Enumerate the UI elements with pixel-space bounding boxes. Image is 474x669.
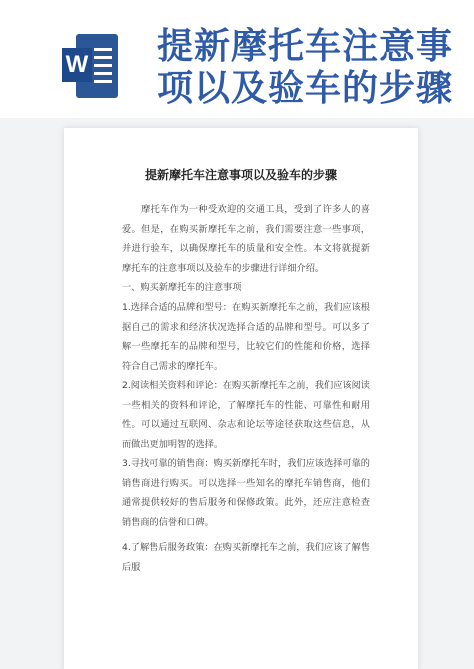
list-item: 4.了解售后服务政策：在购买新摩托车之前，我们应该了解售后服 [122, 542, 370, 573]
list-item: 1.选择合适的品牌和型号：在购买新摩托车之前，我们应该根据自己的需求和经济状况选择合适的品牌和型号。可以多了解一些摩托车的品牌和型号，比较它们的性能和价格，选择符合自己需求的摩托车。 [122, 302, 370, 372]
section-heading: 一、购买新摩托车的注意事项 [122, 282, 242, 293]
intro-paragraph: 摩托车作为一种受欢迎的交通工具，受到了许多人的喜爱。但是，在购买新摩托车之前，我们需要注意一些事项，并进行验车，以确保摩托车的质量和安全性。本文将就提新摩托车的注意事项以及验车的步骤进行详细介绍。 [122, 204, 370, 274]
banner-title: 提新摩托车注意事项以及验车的步骤 [157, 26, 454, 109]
logo-line [94, 72, 112, 75]
logo-line [94, 48, 112, 51]
logo-line [94, 80, 112, 83]
word-logo-letter: W [62, 48, 92, 82]
logo-line [94, 64, 112, 67]
word-document-icon [62, 34, 118, 98]
document-page [64, 128, 418, 669]
list-item: 3.寻找可靠的销售商：购买新摩托车时，我们应该选择可靠的销售商进行购买。可以选择一些知名的摩托车销售商，他们通常提供较好的售后服务和保修政策。此外，还应注意检查销售商的信誉和口碑。 [122, 458, 370, 528]
list-item: 2.阅读相关资料和评论：在购买新摩托车之前，我们应该阅读一些相关的资料和评论，了解摩托车的性能、可靠性和耐用性。可以通过互联网、杂志和论坛等途径获取这些信息，从而做出更加明智的选择。 [122, 380, 370, 450]
header-banner [0, 0, 474, 118]
logo-line [94, 56, 112, 59]
document-title: 提新摩托车注意事项以及验车的步骤 [144, 168, 337, 182]
